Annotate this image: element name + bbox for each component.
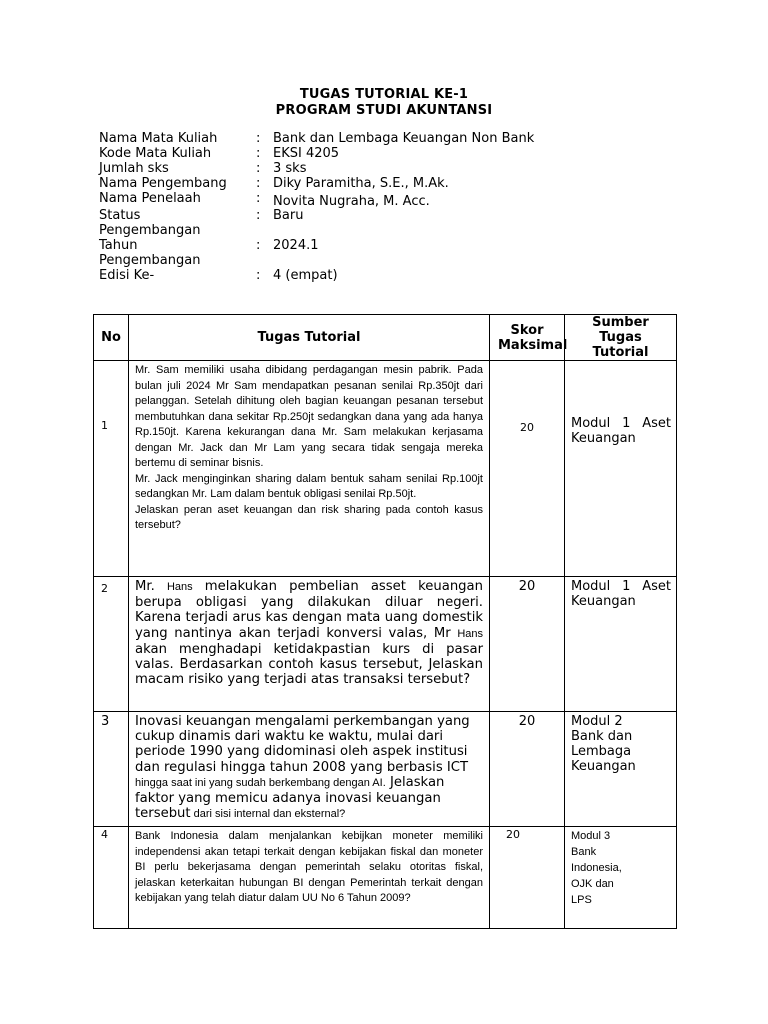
- info-value: 3 sks: [273, 161, 307, 176]
- info-value: Novita Nugraha, M. Acc.: [273, 194, 430, 209]
- row-number: 1: [94, 361, 129, 577]
- info-value: 4 (empat): [273, 268, 338, 283]
- header-skor: Skor Maksimal: [490, 315, 565, 361]
- row-number: 4: [94, 827, 129, 929]
- task-source: Modul 3 Bank Indonesia, OJK dan LPS: [565, 827, 677, 929]
- task-text: [129, 361, 490, 577]
- task-text-part: Jelaskan faktor yang memicu adanya inovasi keuangan tersebut: [135, 774, 445, 822]
- max-score: 20: [490, 712, 565, 827]
- info-label: Nama Penelaah: [99, 191, 201, 206]
- task-source: Modul 1 Aset Keuangan: [565, 361, 677, 577]
- task-text-part: hingga saat ini yang sudah berkembang dengan AI.: [135, 776, 386, 789]
- task-text: [129, 577, 490, 712]
- task-text-part: Hans: [457, 627, 483, 640]
- header-source: Sumber Tugas Tutorial: [565, 315, 677, 361]
- info-colon: :: [256, 146, 261, 161]
- task-text-part: melakukan pembelian asset keuangan berupa obligasi yang dilakukan diluar negeri. Karena terjadi arus kas dengan mata uang domestik yang nantinya akan terjadi konversi valas, Mr: [135, 579, 483, 641]
- row-number: 2: [94, 577, 129, 712]
- table-row: [94, 827, 677, 929]
- info-value: Baru: [273, 208, 304, 223]
- info-label: Nama Mata Kuliah: [99, 131, 218, 146]
- info-label: Jumlah sks: [99, 161, 169, 176]
- header-no: No: [94, 315, 129, 361]
- task-text: [129, 712, 490, 827]
- info-colon: :: [256, 208, 261, 223]
- max-score: 20: [490, 827, 565, 929]
- header-task: Tugas Tutorial: [129, 315, 490, 361]
- info-value: Bank dan Lembaga Keuangan Non Bank: [273, 131, 535, 146]
- info-colon: :: [256, 238, 261, 253]
- info-colon: :: [256, 131, 261, 146]
- table-header-row: [94, 315, 677, 361]
- task-paragraph: Mr. Jack menginginkan sharing dalam bentuk saham senilai Rp.100jt sedangkan Mr. Lam dalam bentuk obligasi senilai Rp.50jt.: [135, 472, 483, 500]
- info-colon: :: [256, 268, 261, 283]
- info-value: EKSI 4205: [273, 146, 340, 161]
- info-label: Tahun Pengembangan: [99, 238, 201, 268]
- table-row: [94, 712, 677, 827]
- info-colon: :: [256, 191, 261, 206]
- row-number: 3: [94, 712, 129, 827]
- info-label: Edisi Ke-: [99, 268, 155, 283]
- task-paragraph: Jelaskan peran aset keuangan dan risk sharing pada contoh kasus tersebut?: [135, 503, 483, 531]
- info-label: Status Pengembangan: [99, 208, 201, 238]
- max-score: 20: [490, 577, 565, 712]
- info-label: Nama Pengembang: [99, 176, 227, 191]
- info-colon: :: [256, 161, 261, 176]
- task-text-part: Mr.: [135, 579, 167, 594]
- info-colon: :: [256, 176, 261, 191]
- task-text-part: Inovasi keuangan mengalami perkembangan yang cukup dinamis dari waktu ke waktu, mulai dari periode 1990 yang didominasi oleh aspek institusi dan regulasi hingga tahun 2008 yang berbasis ICT: [135, 714, 470, 775]
- task-source: Modul 2 Bank dan Lembaga Keuangan: [565, 712, 677, 827]
- info-value: 2024.1: [273, 238, 319, 253]
- task-source: Modul 1 Aset Keuangan: [565, 577, 677, 712]
- tutorial-task-table: [93, 314, 677, 929]
- table-row: [94, 577, 677, 712]
- max-score: 20: [490, 361, 565, 577]
- task-text-part: dari sisi internal dan eksternal?: [190, 808, 346, 821]
- info-label: Kode Mata Kuliah: [99, 146, 212, 161]
- task-text: Bank Indonesia dalam menjalankan kebijkan moneter memiliki independensi akan tetapi terkait dengan kebijakan fiskal dan moneter BI perlu bekerjasama dengan pemerintah selaku otoritas fiskal, jelaskan keterkaitan hubungan BI dengan Pemerintah terkait dengan kebijakan yang telah diatur dalam UU No 6 Tahun 2009?: [129, 827, 490, 929]
- task-paragraph: Mr. Sam memiliki usaha dibidang perdagangan mesin pabrik. Pada bulan juli 2024 Mr Sam mendapatkan pesanan senilai Rp.350jt dari pelanggan. Setelah dihitung oleh bagian keuangan pesanan tersebut membutuhkan dana sekitar Rp.250jt sedangkan dana yang ada hanya Rp.150jt. Karena kekurangan dana Mr. Sam melakukan kerjasama dengan Mr. Jack dan Mr Lam yang secara tidak sengaja mereka bertemu di seminar bisnis.: [135, 364, 483, 469]
- info-value: Diky Paramitha, S.E., M.Ak.: [273, 176, 449, 191]
- task-text-part: Hans: [166, 581, 193, 593]
- table-row: [94, 361, 677, 577]
- title-line-2: PROGRAM STUDI AKUNTANSI: [275, 103, 493, 118]
- task-text-part: akan menghadapi ketidakpastian kurs di pasar valas. Berdasarkan contoh kasus tersebut, Jelaskan macam risiko yang terjadi atas transaksi tersebut?: [135, 641, 483, 688]
- title-line-1: TUGAS TUTORIAL KE-1: [299, 87, 469, 102]
